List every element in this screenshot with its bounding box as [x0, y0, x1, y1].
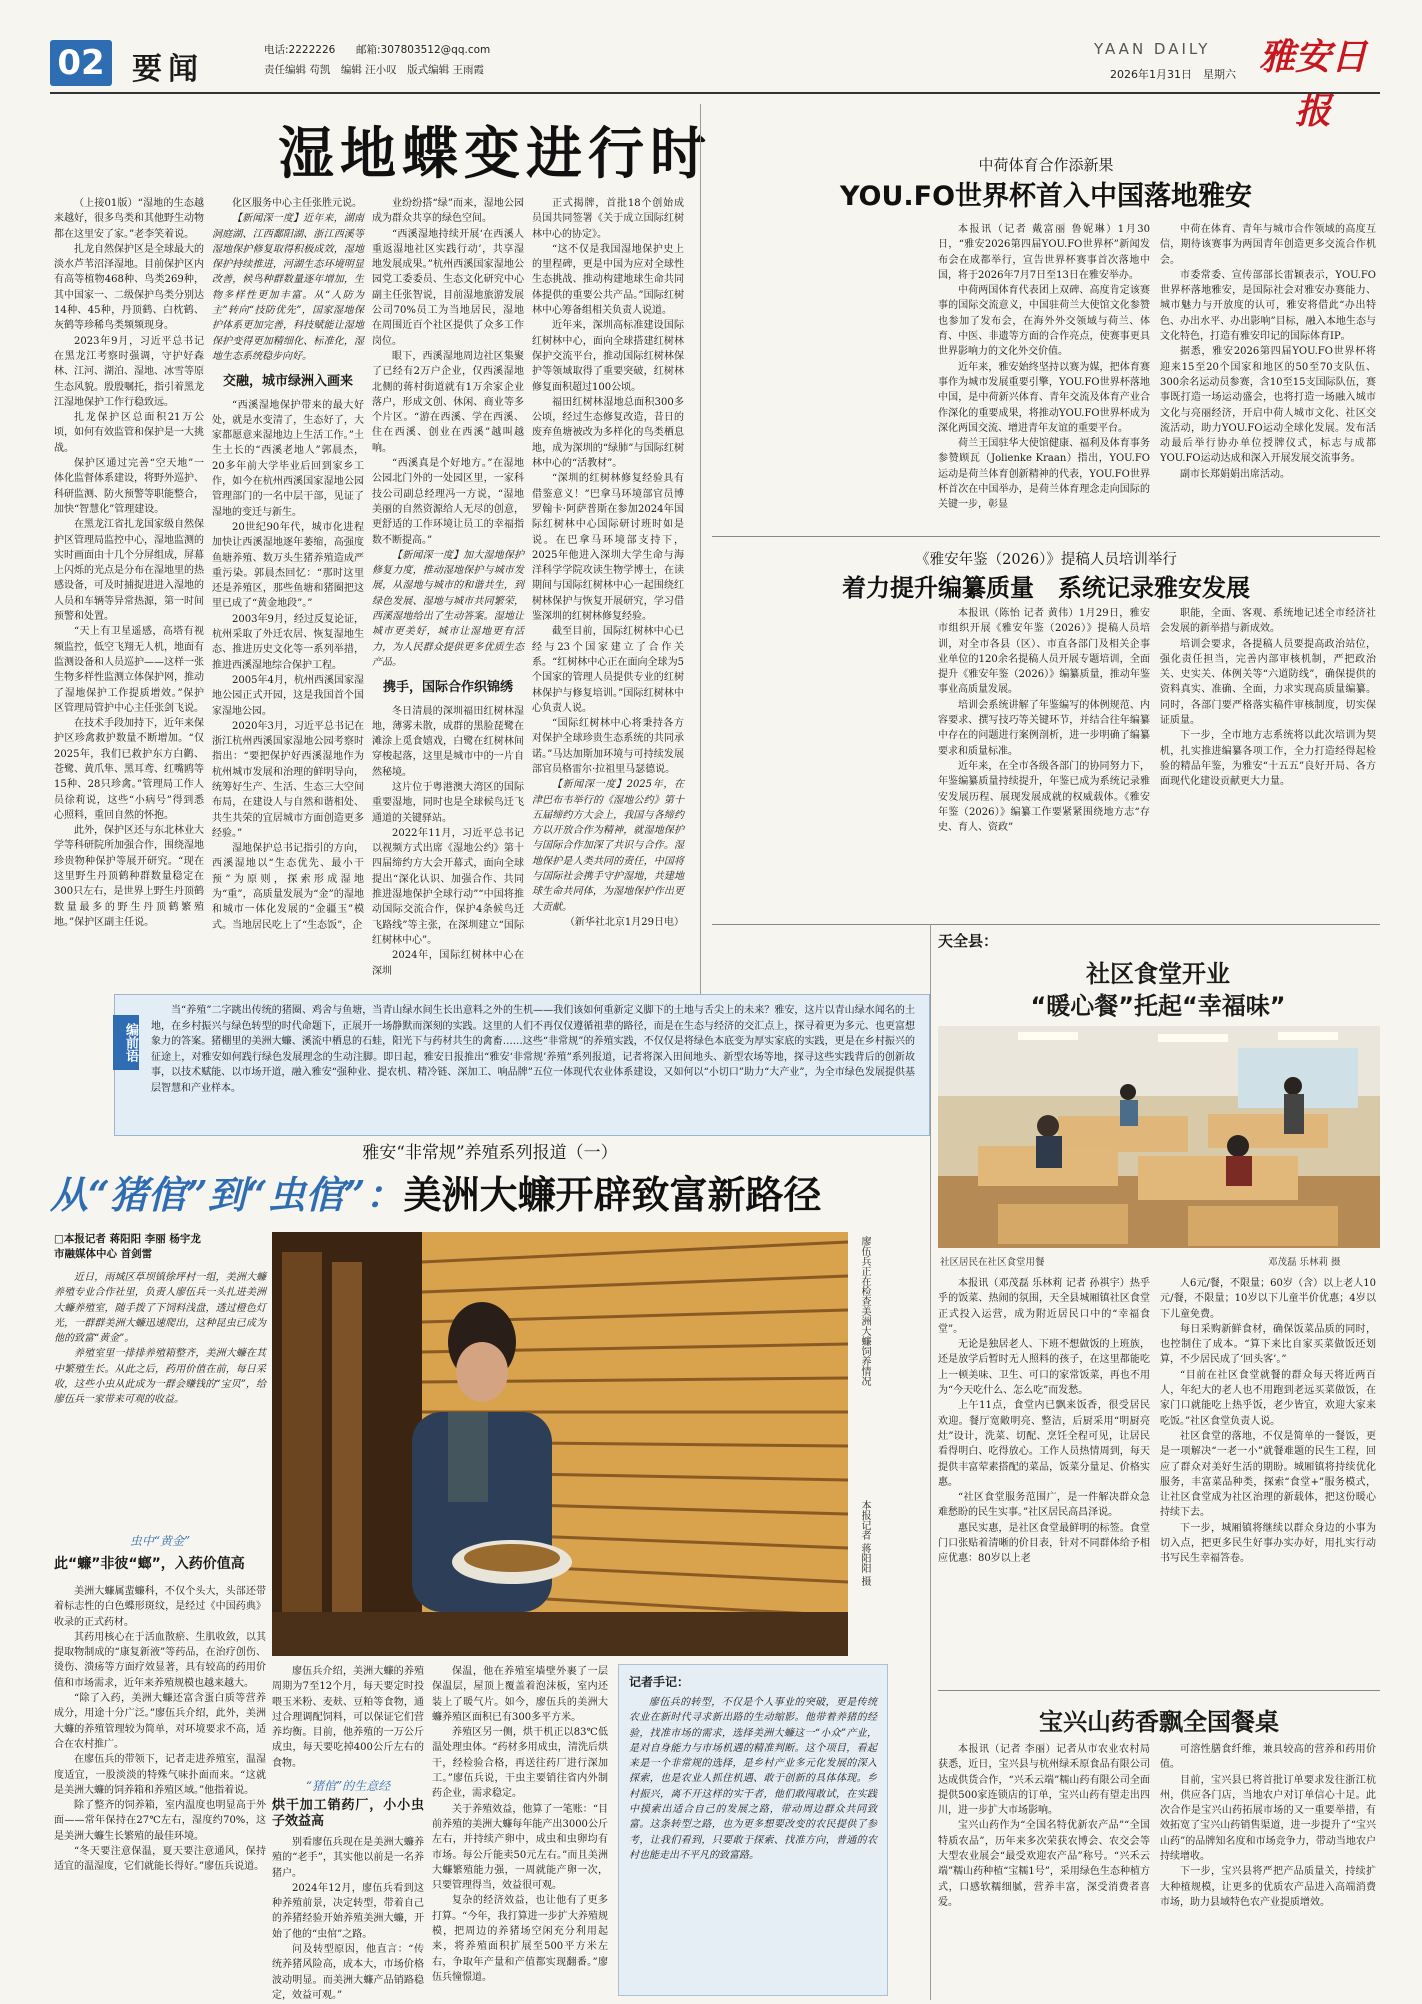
paragraph: 2020年3月，习近平总书记在浙江杭州西溪国家湿地公园考察时指出：“要把保护好西溪湿地作为杭州城市发展和治理的鲜明导向，统筹好生产、生活、生态三大空间布局，在建设人与自然和谐相处、共生共荣的宜居城市方面创造更多经验。”	[212, 720, 364, 839]
paragraph: 下一步，宝兴县将严把产品质量关，持续扩大种植规模，让更多的优质农产品进入高端消费市场，助力县域特色农产业提质增效。	[1160, 1866, 1376, 1908]
paragraph: 上午11点，食堂内已飘来饭香，很受居民欢迎。餐厅宽敞明亮、整洁，后厨采用“明厨亮灶”设计，洗菜、切配、烹饪全程可见，让居民看得明白、吃得放心。工作人员热情周到，每天提供丰富荤素搭配的菜品，饭菜分量足、价格实惠。	[938, 1400, 1150, 1488]
lead-paragraph: 养殖室里一排排养殖箱整齐，美洲大蠊在其中繁殖生长。从此之后，药用价值在前，每日采收，这些小虫从此成为一群会赚钱的“宝贝”，给廖伍兵一家带来可观的收益。	[54, 1348, 266, 1406]
bug-subhead-1	[54, 1532, 266, 1573]
section-name: 要闻	[132, 52, 204, 87]
paragraph: 可溶性膳食纤维，兼具较高的营养和药用价值。	[1160, 1744, 1376, 1771]
paragraph: 2024年，国际红树林中心在深圳	[372, 950, 524, 977]
sport-col-1	[938, 222, 1150, 530]
yam-col-1	[938, 1742, 1150, 1992]
paragraph: 社区食堂的落地，不仅是简单的一餐饭，更是一项解决“一老一小”就餐难题的民生工程，回应了群众对美好生活的期盼。城厢镇将持续优化服务，丰富菜品种类，探索“食堂+”服务模式，让社区食堂成为社区治理的新载体，把这份暖心持续下去。	[1160, 1430, 1376, 1519]
subhead-kicker: “猪倌”的生意经	[305, 1779, 391, 1794]
paragraph: 目前，宝兴县已将首批订单要求发往浙江杭州，供应各门店，当地农户对订单信心十足。此次合作是宝兴山药拓展市场的又一重要举措，有效拓宽了宝兴山药销售渠道，进一步提升了“宝兴山药”的品牌知名度和市场竞争力，带动当地农户持续增收。	[1160, 1774, 1376, 1863]
paragraph: 职能，全面、客观、系统地记述全市经济社会发展的新举措与新成效。	[1160, 608, 1376, 635]
paragraph: 下一步，全市地方志系统将以此次培训为契机，扎实推进编纂各项工作，全力打造经得起检验的精品年鉴，为雅安“十五五”良好开局、各方面现代化建设贡献更大力量。	[1160, 730, 1376, 788]
issue-date: 2026年1月31日 星期六	[1110, 68, 1236, 81]
series-title: 雅安“非常规”养殖系列报道（一）	[362, 1143, 618, 1163]
paragraph: 扎龙自然保护区是全球最大的淡水芦苇沼泽湿地。目前保护区内有高等植物468种、鸟类269种，其中国家一、二级保护鸟类分别达14种、45种，丹顶鹤、白枕鹤、灰鹤等珍稀鸟类频频现身。	[54, 243, 204, 332]
editors-line: 责任编辑 苟凯 编辑 汪小叹 版式编辑 王雨霞	[264, 64, 485, 76]
paragraph: 本报讯（邓茂磊 乐林莉 记者 孙祺宇）热乎乎的饭菜、热闹的氛围，天全县城厢镇社区食堂正式投入运营，成为附近居民口中的“幸福食堂”。	[938, 1278, 1150, 1335]
paragraph: 在技术手段加持下，近年来保护区珍禽救护数量不断增加。“仅2025年，我们已救护东方白鹳、苍鹭、黄爪隼、黑耳鸢、红嘴鸥等15种、28只珍禽。”管理局工作人员徐莉说，这些“小病号”得到悉心照料，重回自然的怀抱。	[54, 718, 204, 821]
paragraph: 据悉，雅安2026第四届YOU.FO世界杯将迎来15至20个国家和地区的50至70支队伍、300余名运动员参赛，含10至15支国际队伍，赛事既打造一场运动盛会，也将打造一场融入城市文化与亮丽经济，开启中荷人城市文化、社区交流活动，助力YOU.FO运动全球化发展。发布活动最后举行协办单位授牌仪式，标志与成都YOU.FO运动达成和深入开展发展交流事务。	[1160, 346, 1376, 465]
bug-col-2	[272, 1664, 424, 2001]
paragraph: 本报讯（记者 李丽）记者从市农业农村局获悉，近日，宝兴县与杭州绿禾原食品有限公司达成供货合作，“兴禾云端”糯山药有限公司全面提供500家连锁店的订单，宝兴山药有望走出四川，进一步扩大市场影响。	[938, 1744, 1150, 1817]
paragraph: 保温，他在养殖室墙壁外裹了一层保温层，屋顶上覆盖着泡沫板，室内还装上了暖气片。如今，廖伍兵的美洲大蠊养殖区面积已有300多平方米。	[432, 1666, 608, 1723]
paragraph: 眼下，西溪湿地周边社区集聚了已经有2万户企业，仅西溪湿地北侧的蒋村街道就有1万余家企业落户，形成文创、休闲、商业等多个片区。“游在西溪、学在西溪、住在西溪、创业在西溪”越叫越响。	[372, 350, 524, 454]
bug-story-title	[50, 1164, 930, 1217]
paragraph: 近年来，深圳高标准建设国际红树林中心，面向全球搭建红树林保护交流平台，推动国际红树林保护等领域取得了重要突破，红树林修复面积超过100公顷。	[532, 320, 684, 393]
canteen-title-1: 社区食堂开业	[1086, 960, 1230, 988]
bug-photo-caption: 廖伍兵正在检查美洲大蠊饲养情况	[859, 1236, 870, 1386]
sport-col-2	[1160, 222, 1376, 530]
canteen-region: 天全县：	[938, 932, 999, 950]
paragraph: 正式揭牌，首批18个创始成员国共同签署《关于成立国际红树林中心的协定》。	[532, 198, 684, 240]
paragraph: 惠民实惠，是社区食堂最鲜明的标签。食堂门口张贴着清晰的价目表，针对不同群体给予相应优惠：80岁以上老	[938, 1522, 1150, 1565]
news-depth-note: 【新闻深一度】2025年，在津巴布韦举行的《湿地公约》第十五届缔约方大会上，我国与各缔约方以开放合作为精神，就湿地保护与国际合作加深了共识与合作。湿地保护是人类共同的责任，中国将与国际社会携手守护湿地，共建地球生命共同体，为湿地保护作出更大贡献。	[532, 779, 684, 913]
paragraph: 保护区通过完善“空天地”一体化监督体系建设，将野外巡护、科研监测、防火预警等职能整合，加快“智慧化”管理建设。	[54, 458, 204, 515]
paragraph: 中荷在体育、青年与城市合作领域的高度互信，期待该赛事为两国青年创造更多交流合作机会。	[1160, 224, 1376, 266]
paragraph: “西溪湿地保护带来的最大好处，就是水变清了，生态好了，大家都愿意来湿地边上生活工作。”土生土长的“西溪老地人”郭晨杰，20多年前大学毕业后回到家乡工作，如今在杭州西溪国家湿地公园管理部门的一名中层干部，见证了湿地的变迁与新生。	[212, 399, 364, 518]
main-story-title: 湿地蝶变进行时	[278, 121, 712, 187]
news-depth-note: 【新闻深一度】近年来，湖南洞庭湖、江西鄱阳湖、浙江西溪等湿地保护修复取得积极成效，湿地保护持续推进，河湖生态环境明显改善，候鸟种群数量逐年增加，生物多样性更加丰富。从“人防为主”转向“技防优先”，国家湿地保护体系更加完善，科技赋能让湿地保护变得更加精细化、标准化，湿地生态系统稳步向好。	[212, 213, 364, 362]
paragraph: 2023年9月，习近平总书记在黑龙江考察时强调，守护好森林、江河、湖泊、湿地、冰雪等原生态风貌。殷殷嘱托，指引着黑龙江湿地保护工作行稳致远。	[54, 335, 204, 408]
yam-title: 宝兴山药香飘全国餐桌	[1039, 1708, 1279, 1736]
yearbook-col-1	[938, 606, 1150, 906]
paragraph: 荷兰王国驻华大使馆健康、福利及体育事务参赞顾瓦（Jolienke Kraan）指出，YOU.FO运动是荷兰体育创新精神的代表，YOU.FO世界杯首次在中国举办，是荷兰体育理念走向国际的关键一步，彰显	[938, 438, 1150, 511]
paragraph: 湿地保护总书记指引的方向，西溪湿地以“生态优先、最小干预”为原则，探索形成湿地为“重”，高质量发展为“金”的湿地和城市一体化发展的“金疆玉”模式。当地居民吃上了“生态饭”，企	[212, 843, 364, 931]
subhead-title: 此“蠊”非彼“螂”，入药价值高	[54, 1556, 245, 1572]
paragraph: “西溪真是个好地方。”在湿地公园北门外的一处园区里，一家科技公司副总经理冯一方说，“湿地美丽的自然资源给人无尽的创意，更舒适的工作环境让员工的幸福指数不断提高。”	[372, 458, 524, 546]
paragraph: 除了整齐的饲养箱，室内温度也明显高于外面——常年保持在27℃左右，湿度约70%，这是美洲大蠊生长繁殖的最佳环境。	[54, 1800, 266, 1842]
paragraph: 2003年9月，经过反复论证，杭州采取了外迁农居、恢复湿地生态、推进历史文化等一系列举措，推进西溪湿地综合保护工程。	[212, 613, 364, 671]
editor-note-label: 编前语	[113, 1015, 139, 1070]
paragraph: 2022年11月，习近平总书记以视频方式出席《湿地公约》第十四届缔约方大会开幕式，面向全球提出“深化认识、加强合作、共同推进湿地保护全球行动”“中国将推动国际交流合作，保护4条候鸟迁飞路线”等主张，在深圳建立“国际红树林中心”。	[372, 827, 524, 946]
reporter-note-text: 廖伍兵的转型，不仅是个人事业的突破，更是传统农业在新时代寻求新出路的生动缩影。他带着养猪的经验，找准市场的需求，选择美洲大蠊这一“小众”产业，是对自身能力与市场机遇的精准判断。这个项目，看起来是一个非常规的选择，是乡村产业多元化发展的深入探索，也是农业人抓住机遇、敢于创新的具体体现。乡村振兴，离不开这样的实干者，他们敢闯敢试，在实践中摸索出适合自己的发展之路，带动周边群众共同致富。这条转型之路，也为更多想要改变的农民提供了参考，让我们看到，只要敢于探索、找准方向，普通的农村也能走出不平凡的致富路。	[629, 1697, 877, 1861]
canteen-col-2	[1160, 1276, 1376, 1596]
main-story-col-3	[372, 196, 524, 982]
main-story-col-4	[532, 196, 684, 982]
paragraph: 副市长郑娟娟出席活动。	[1180, 468, 1290, 480]
paragraph: 福田红树林湿地总面积300多公顷，经过生态修复改造，昔日的废弃鱼塘被改为多样化的鸟类栖息地，成为深圳的“绿肺”与国际红树林中心的“活教材”。	[532, 396, 684, 470]
canteen-photo-credit: 邓茂磊 乐林莉 摄	[1268, 1257, 1341, 1268]
paragraph: 培训会要求，各提稿人员要提高政治站位，强化责任担当，完善内部审核机制，严把政治关、史实关、体例关等“六道防线”，确保提供的资料真实、准确、全面，力求实现高质量编纂。同时，各部门要严格落实稿件审核制度，切实保证质量。	[1160, 638, 1376, 727]
paragraph: 每日采购新鲜食材，确保饭菜品质的同时，也控制住了成本。“算下来比自家买菜做饭还划算，不少居民成了‘回头客’。”	[1160, 1323, 1376, 1366]
paragraph: 2024年12月，廖伍兵看到这种养殖前景，决定转型，带着自己的养猪经验开始养殖美洲大蠊，开始了他的“虫倌”之路。	[272, 1882, 424, 1940]
paragraph: （上接01版）“湿地的生态越来越好，很多鸟类和其他野生动物都在这里安了家。”老李笑着说。	[54, 198, 204, 240]
paragraph: 别看廖伍兵现在是美洲大蠊养殖的“老手”，其实他以前是一名养猪户。	[272, 1836, 424, 1879]
paragraph: “天上有卫星遥感，高塔有视频监控，低空飞翔无人机，地面有监测设备和人员巡护——这样一张生物多样性监测立体保护网，推动了湿地保护工作提质增效。”保护区管理局管护中心主任张剑飞说。	[54, 626, 204, 714]
bottom-right-divider	[930, 924, 931, 2000]
paragraph: 本报讯（记者 戴富丽 鲁妮琳）1月30日，“雅安2026第四届YOU.FO世界杯”新闻发布会在成都举行，宣告世界杯赛事首次落地中国，将于2026年7月7日至13日在雅安举办。	[938, 224, 1150, 281]
paragraph: 养殖区另一侧，烘干机正以83℃低温处理虫体。“药材多用成虫，清洗后烘干，经检验合格，再送往药厂进行深加工。”廖伍兵说，干虫主要销往省内外制药企业，需求稳定。	[432, 1727, 608, 1800]
paragraph: 下一步，城厢镇将继续以群众身边的小事为切入点，把更多民生好事办实办好，用扎实行动书写民生幸福答卷。	[1160, 1522, 1376, 1565]
paragraph: 截至目前，国际红树林中心已经与23个国家建立了合作关系。“红树林中心正在面向全球为5个国家的管理人员提供专业的红树林保护与修复培训。”国际红树林中心负责人说。	[532, 626, 684, 714]
canteen-photo	[938, 1026, 1380, 1248]
phone-label: 电话:2222226	[264, 44, 336, 56]
section-divider	[938, 1690, 1380, 1691]
contact-info	[264, 42, 490, 57]
bug-byline: □本报记者 蒋阳阳 李丽 杨宇龙 市融媒体中心 首剑雷	[54, 1233, 201, 1260]
canteen-title-2: “暖心餐”托起“幸福味”	[1030, 992, 1286, 1020]
subheading: 携手，国际合作织锦绣	[382, 680, 513, 696]
paragraph: 2005年4月，杭州西溪国家湿地公园正式开园，这是我国首个国家湿地公园。	[212, 674, 364, 717]
email-label: 邮箱:307803512@qq.com	[356, 44, 491, 56]
sport-kicker: 中荷体育合作添新果	[978, 156, 1114, 174]
subheading: 交融，城市绿洲入画来	[222, 374, 353, 390]
paragraph: “这不仅是我国湿地保护史上的里程碑，更是中国为应对全球性生态挑战、推动构建地球生命共同体提供的重要公共产品。”国际红树林中心筹备组相关负责人说道。	[532, 243, 684, 317]
english-name: YAAN DAILY	[1094, 40, 1211, 58]
reporter-note-title: 记者手记：	[629, 1675, 690, 1689]
lead-paragraph: 近日，雨城区草坝镇徐坪村一组，美洲大蠊养殖专业合作社里，负责人廖伍兵一头扎进美洲大蠊养殖室，随手拨了下饲料浅盘，透过橙色灯光，一群群美洲大蠊迅速爬出，这种昆虫已成为他的致富“黄金”。	[54, 1272, 266, 1345]
paragraph: 冬日清晨的深圳福田红树林湿地，薄雾未散，成群的黑脸琵鹭在滩涂上觅食嬉戏，白鹭在红树林间穿梭起落，这里是城市中的一片自然秘境。	[372, 705, 524, 778]
paragraph: “国际红树林中心将秉持各方对保护全球珍贵生态系统的共同承诺。”马达加斯加环境与可持续发展部官员格雷尔·拉祖里马瑟德说。	[532, 718, 684, 775]
subhead-kicker: 虫中“黄金”	[129, 1534, 191, 1548]
paragraph: 复杂的经济效益，也让他有了更多打算。“今年，我打算进一步扩大养殖规模，把周边的养猪场空闲充分利用起来，将养殖面积扩展至500平方米左右，争取年产量和产值都实现翻番。”廖伍兵憧憬道。	[432, 1895, 608, 1983]
main-story-col-1	[54, 196, 204, 982]
masthead	[0, 0, 1422, 132]
reporter-note-box	[618, 1664, 888, 1996]
bug-farm-photo	[272, 1232, 848, 1656]
paragraph: 在廖伍兵的带领下，记者走进养殖室，温湿度适宜，一股淡淡的特殊气味扑面而来。“这就是美洲大蠊的饲养箱和养殖区域。”他指着说。	[54, 1754, 266, 1796]
paragraph: 这片位于粤港澳大湾区的国际重要湿地，同时也是全球候鸟迁飞通道的关键驿站。	[372, 781, 524, 824]
paragraph: 中荷两国体育代表团上双碑、高度肯定该赛事的国际交流意义，中国驻荷兰大使馆文化参赞也参加了发布会，在海外外交领域与荷兰、体育、中医、非遗等方面的合作亮点，使赛事更具世界影响力的文化外交价值。	[938, 285, 1150, 358]
paragraph: 无论是独居老人、下班不想做饭的上班族，还是放学后暂时无人照料的孩子，在这里都能吃上一顿美味、卫生、可口的家常饭菜，再也不用为“今天吃什么、怎么吃”而发愁。	[938, 1339, 1150, 1397]
canteen-photo-image	[938, 1026, 1380, 1248]
page-number: 02	[50, 40, 112, 86]
paragraph: 近年来，雅安始终坚持以赛为媒，把体育赛事作为城市发展重要引擎，YOU.FO世界杯落地中国，是中荷新兴体育、青年交流及体育产业合作深化的重要成果，将推动YOU.FO世界杯成为深化两国交流、增进青年友谊的重要平台。	[938, 361, 1150, 434]
newspaper-logo: 雅安日报	[1258, 36, 1367, 132]
section-divider	[712, 924, 1380, 925]
paragraph: 培训会系统讲解了年鉴编写的体例规范、内容要求、撰写技巧等关键环节，并结合往年编纂中存在的问题进行案例剖析，进一步明确了编纂要求和质量标准。	[938, 699, 1150, 757]
paragraph: 问及转型原因，他直言：“传统养猪风险高，成本大，市场价格波动明显。而美洲大蠊产品销路稳定，效益可观。”	[272, 1944, 424, 2001]
paragraph: 业纷纷搭“绿”而来，湿地公园成为群众共享的绿色空间。	[372, 198, 524, 225]
paragraph: 关于养殖效益，他算了一笔账：“目前养殖的美洲大蠊每年能产出3000公斤左右，并持续产卵中，成虫和虫卵均有市场。每公斤能卖50元左右。”而且美洲大蠊繁殖能力强，一周就能产卵一次，只要管理得当，效益很可观。	[432, 1803, 608, 1892]
editor-note-text: 当“养殖”二字跳出传统的猪圈、鸡舍与鱼塘，当青山绿水间生长出意料之外的生机——我们该如何重新定义脚下的土地与舌尖上的未来？雅安，这片以青山绿水闻名的土地，在乡村振兴与绿色转型的时代命题下，正展开一场静默而深刻的实践。这里的人们不再仅仅遵循祖辈的路径，而是在生态与经济的交汇点上，探寻着更为多元、也更富想象力的答案。猪棚里的美洲大蠊、溪流中栖息的石蛙，阳光下与药材共生的禽畜……这些“非常规”的养殖实践，不仅仅是将绿色本底变为厚实家底的实践，更是在乡村振兴的征途上，对雅安如何践行绿色发展理念的生动注脚。即日起，雅安日报推出“雅安‘非常规’养殖”系列报道，记者将深入田间地头、新型农场等地，探寻这些实践背后的创新故事，以技术赋能、以市场开道，融入雅安“强种业、提农机、精冷链、深加工、响品牌”五位一体现代农业体系建设，又如何以“小切口”助力“大产业”，为全市绿色发展提供基层智慧和产业样本。	[151, 1005, 915, 1094]
main-right-divider	[700, 104, 701, 994]
bug-lead	[54, 1270, 266, 1528]
paragraph: “目前在社区食堂就餐的群众每天将近两百人，年纪大的老人也不用跑到老远买菜做饭，在家门口就能吃上热乎饭，老少皆宜，欢迎大家来吃饭。”社区食堂负责人说。	[1160, 1369, 1376, 1427]
paragraph: “社区食堂服务范围广，是一件解决群众急难愁盼的民生实事。”社区居民高昌泽说。	[938, 1492, 1150, 1519]
paragraph: 廖伍兵介绍，美洲大蠊的养殖周期为7至12个月，每天要定时投喂玉米粉、麦麸、豆粕等食物，通过合理调配饲料，可以保证它们营养均衡。目前，他养殖的一万公斤成虫，每天要吃掉400公斤左右的食物。	[272, 1666, 424, 1769]
section-divider	[712, 536, 1380, 537]
subhead-title: 烘干加工销药厂，小小虫子效益高	[272, 1798, 424, 1829]
paragraph: 人6元/餐，不限量；60岁（含）以上老人10元/餐，不限量；10岁以下儿童半价优惠；4岁以下儿童免费。	[1160, 1278, 1376, 1320]
main-story-col-2	[212, 196, 364, 982]
yearbook-col-2	[1160, 606, 1376, 906]
paragraph: 化区服务中心主任张胜元说。	[232, 198, 362, 209]
paragraph: 宝兴山药作为“全国名特优新农产品”“全国特质农品”，历年来多次荣获农博会、农交会等大型农业展会“最受欢迎农产品”称号。“兴禾云端”糯山药种植“宝糯1号”，采用绿色生态种植方式，口感软糯细腻，营养丰富，深受消费者喜爱。	[938, 1820, 1150, 1908]
paragraph: 市委常委、宣传部部长雷颖表示，YOU.FO世界杯落地雅安，是国际社会对雅安办赛能力、城市魅力与开放度的认可，雅安将借此“办出特色、办出水平、办出影响”目标，融入本地生态与文化特色，打造有雅安印记的国际体育IP。	[1160, 269, 1376, 343]
yearbook-title: 着力提升编纂质量 系统记录雅安发展	[842, 574, 1250, 602]
paragraph: 20世纪90年代，城市化进程加快让西溪湿地逐年萎缩，高强度鱼塘养殖、数万头生猪养殖造成严重污染。郭晨杰回忆：“那时这里还是养殖区，那些鱼塘和猪圈把这里已成了“黄金地段”。”	[212, 521, 364, 610]
canteen-photo-caption: 社区居民在社区食堂用餐	[940, 1257, 1045, 1268]
header-rule	[50, 92, 1380, 94]
paragraph: 其药用核心在于活血散瘀、生肌收敛，以其提取物制成的“康复新液”等药品，在治疗创伤、烫伤、溃疡等方面疗效显著，具有较高的药用价值和市场需求，近年来养殖规模也越来越大。	[54, 1631, 266, 1689]
bug-farm-photo-image	[272, 1232, 848, 1656]
sport-title: YOU.FO世界杯首入中国落地雅安	[839, 181, 1253, 212]
paragraph: 此外，保护区还与东北林业大学等科研院所加强合作，围绕湿地珍贵物种保护等展开研究。“现在这里野生丹顶鹤种群数量稳定在300只左右，是世界上野生丹顶鹤数量最多的野生丹顶鹤繁殖地。”保护区副主任说。	[54, 825, 204, 928]
paragraph: 在黑龙江省扎龙国家级自然保护区管理局监控中心，湿地监测的实时画面由十几个分屏组成，屏幕上闪烁的光点是分布在湿地里的热感设备，可及时捕捉进进入湿地的人员和车辆等异常热源，第一时间预警和处置。	[54, 519, 204, 623]
wire-sign: （新华社北京1月29日电）	[564, 916, 684, 928]
news-depth-note: 【新闻深一度】加大湿地保护修复力度，推动湿地保护与城市发展，从湿地与城市的和谐共生，到绿色发展、湿地与城市共同繁荣，西溪湿地给出了生动答案。湿地让城市更美好，城市让湿地更有活力，为人民群众提供更多优质生态产品。	[372, 549, 524, 668]
yearbook-kicker: 《雅安年鉴（2026）》提稿人员培训举行	[915, 552, 1177, 568]
paragraph: “除了入药，美洲大蠊还富含蛋白质等营养成分，用途十分广泛。”廖伍兵介绍，此外，美洲大蠊的养殖管理较为简单，对环境要求不高，适合在农村推广。	[54, 1693, 266, 1750]
bug-photo-credit: 本报记者 蒋阳阳 摄	[859, 1500, 870, 1587]
editor-note-box	[114, 994, 930, 1136]
yam-col-2	[1160, 1742, 1376, 1992]
bug-col-3	[432, 1664, 608, 1994]
bug-story-title-part-1: 从“猪倌”到“虫倌”：	[50, 1172, 404, 1217]
paragraph: 美洲大蠊属蜚蠊科，不仅个头大，头部还带着标志性的白色蝶形斑纹，是经过《中国药典》收录的正式药材。	[54, 1586, 266, 1628]
paragraph: 本报讯（陈怡 记者 黄伟）1月29日，雅安市组织开展《雅安年鉴（2026）》提稿人员培训，对全市各县（区）、市直各部门及相关企事业单位的120余名提稿人员开展专题培训，全面提升《雅安年鉴（2026）》编纂质量，推动年鉴事业高质量发展。	[938, 608, 1150, 696]
paragraph: 近年来，在全市各级各部门的协同努力下，年鉴编纂质量持续提升，年鉴已成为系统记录雅安发展历程、展现发展成就的权威载体。《雅安年鉴（2026）》编纂工作要紧紧围绕地方志“存史、育人、资政”	[938, 760, 1150, 834]
bug-col-1	[54, 1584, 266, 1994]
canteen-col-1	[938, 1276, 1150, 1596]
bug-story-title-part-2: 美洲大蠊开辟致富新路径	[403, 1172, 822, 1217]
paragraph: “冬天要注意保温，夏天要注意通风，保持适宜的温湿度，它们就能长得好。”廖伍兵说道。	[54, 1846, 266, 1873]
paragraph: “西溪湿地持续开展‘在西溪人重返湿地社区实践行动’，共享湿地发展成果。”杭州西溪国家湿地公园党工委委员、生态文化研究中心副主任张智说，目前湿地旅游发展公司70%员工为当地居民，湿地在周围近百个社区提供了众多工作岗位。	[372, 228, 524, 347]
paragraph: 扎龙保护区总面积21万公顷，如何有效监管和保护是一大挑战。	[54, 412, 204, 454]
paragraph: “深圳的红树林修复经验具有借鉴意义！”巴拿马环境部官员博罗翰卡·阿萨普斯在参加2024年国际红树林中心国际研讨班时如是说。在巴拿马环境部支持下，2025年他进入深圳大学生命与海洋科学学院攻读生物学博士，在读期间与国际红树林中心一起围绕红树林保护与恢复开展研究，学习借鉴深圳的红树林修复经验。	[532, 473, 684, 623]
